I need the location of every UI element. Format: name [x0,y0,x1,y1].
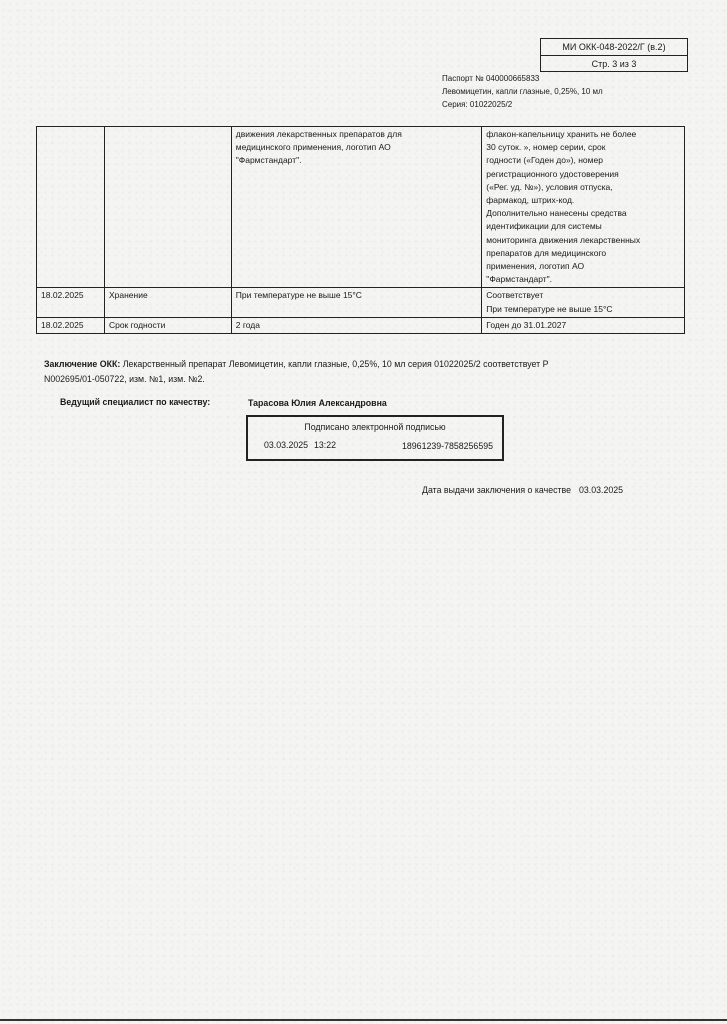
signature-id: 18961239-7858256595 [402,441,493,451]
result-line: применения, логотип АО [486,261,585,272]
result-line: Дополнительно нанесены средства [486,208,627,219]
passport-product: Левомицетин, капли глазные, 0,25%, 10 мл [442,87,603,96]
result-line: Соответствует [486,290,544,301]
cell-parameter: Хранение [104,288,231,317]
result-line: мониторинга движения лекарственных [486,234,641,245]
cell-result [482,127,685,288]
signature-date: 03.03.2025 [264,440,309,450]
issue-label: Дата выдачи заключения о качестве [422,485,572,495]
cell-date [37,127,105,288]
signature-time: 13:22 [314,440,337,450]
result-line: Годен до 31.01.2027 [486,319,567,330]
conclusion [44,357,554,387]
requirement-line: "Фармстандарт". [235,155,302,166]
electronic-signature-stamp [246,415,504,461]
cell-requirement [231,127,482,288]
result-line: фармакод, штрих-код. [486,195,575,206]
cell-requirement [231,288,482,317]
cell-parameter [104,127,231,288]
result-line: годности («Годен до»), номер [486,155,603,166]
issue-date-line [422,485,623,495]
cell-date: 18.02.2025 [37,317,105,333]
result-line: флакон-капельницу хранить не более [486,129,637,139]
passport-number: Паспорт № 040000665833 [442,74,540,83]
document-code-box [540,38,688,72]
issue-date: 03.03.2025 [579,485,624,495]
document-code: МИ ОКК-048-2022/Г (в.2) [562,42,666,52]
scan-edge-line [0,1019,727,1021]
signature-title: Подписано электронной подписью [304,422,446,432]
cell-requirement [231,317,482,333]
result-line: 30 суток. », номер серии, срок [486,142,606,153]
result-line: («Рег. уд. №»), условия отпуска, [486,181,613,192]
table-row [37,317,685,333]
table-row [37,127,685,288]
table-row [37,288,685,317]
result-line: При температуре не выше 15°С [486,303,613,314]
cell-result [482,288,685,317]
page-number: Стр. 3 из 3 [541,55,687,72]
specialist-name: Тарасова Юлия Александровна [248,398,387,408]
requirement-line: движения лекарственных препаратов для [235,129,402,139]
cell-parameter: Срок годности [104,317,231,333]
result-line: идентификации для системы [486,221,602,232]
quality-spec-table [36,126,685,334]
specialist-label: Ведущий специалист по качеству: [60,397,211,407]
cell-result [482,317,685,333]
result-line: регистрационного удостоверения [486,168,619,179]
conclusion-label: Заключение ОКК: [44,359,121,369]
requirement-line: 2 года [235,319,260,330]
passport-series: Серия: 01022025/2 [442,100,513,109]
requirement-line: При температуре не выше 15°С [235,290,362,301]
result-line: препаратов для медицинского [486,247,607,258]
requirement-line: медицинского применения, логотип АО [235,142,391,153]
cell-date: 18.02.2025 [37,288,105,317]
result-line: "Фармстандарт". [486,274,553,285]
conclusion-text: Лекарственный препарат Левомицетин, капли глазные, 0,25%, 10 мл серия 01022025/2 соответствует Р N002695/01-050722, изм. №1, изм. №2. [44,359,549,384]
